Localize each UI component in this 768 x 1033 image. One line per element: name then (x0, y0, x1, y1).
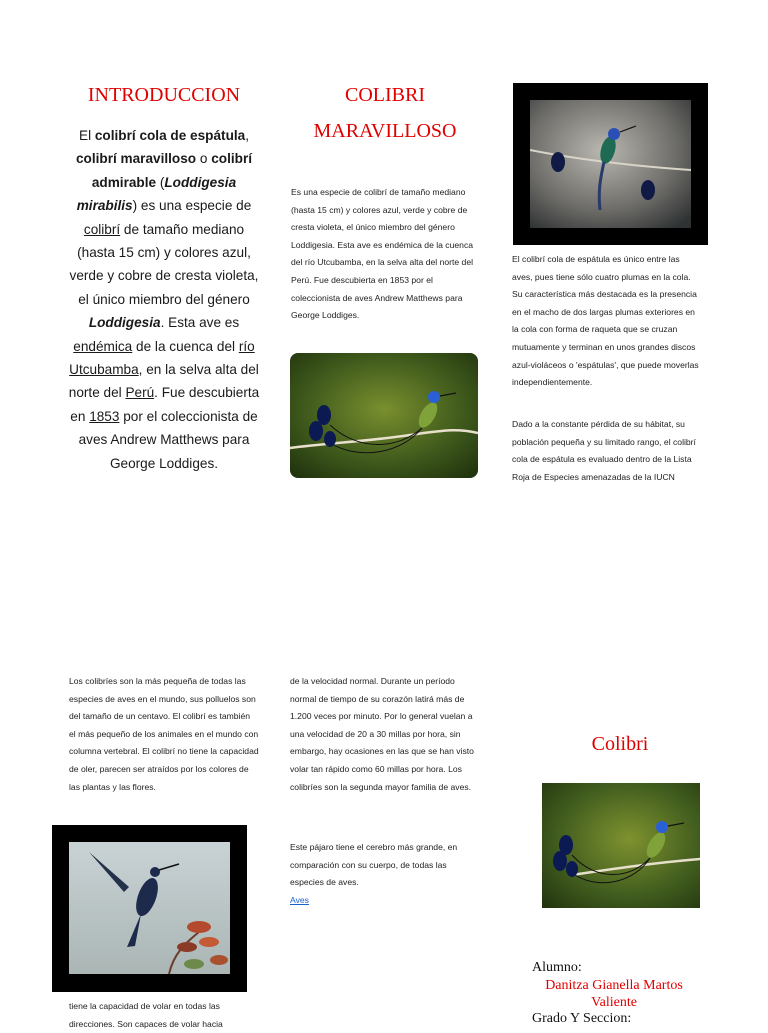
col1-bottom-text: Los colibríes son la más pequeña de todas las especies de aves en el mundo, sus polluelos son del tamaño de un centavo. El colibrí es también el más pequeño de los animales en el mundo con columna vertebral. El colibrí no tiene la capacidad de oler, parecen ser atraídos por los colores de las plantas y las flores. (69, 676, 259, 792)
cover-title: Colibri (591, 733, 649, 755)
col2-bottom-text: de la velocidad normal. Durante un período normal de tiempo de su corazón latirá más de 1.200 veces por minuto. Por lo general vuelan a una velocidad de 20 a 30 millas por hora, sin embargo, hay ocasiones en las que se han visto volar tan rápido como 60 millas por hora. Los colibríes son la segunda mayor familia de aves. (290, 676, 474, 792)
colibri-maravilloso-title-line1: COLIBRI (345, 84, 425, 106)
link-1853[interactable]: 1853 (89, 408, 120, 424)
alumno-name: Danitza Gianella Martos Valiente (545, 978, 683, 1010)
col2-bottom-text-2: Este pájaro tiene el cerebro más grande, en comparación con su cuerpo, de todas las especies de aves. (290, 842, 458, 888)
aves-link[interactable]: Aves (290, 895, 309, 905)
colibri-maravilloso-title-line2: MARAVILLOSO (313, 120, 457, 142)
link-colibri[interactable]: colibrí (83, 221, 121, 237)
cover-hummingbird-photo (542, 783, 700, 908)
spatuletail-photo (290, 353, 478, 478)
grado-label: Grado Y Seccion: (532, 1011, 632, 1026)
perched-hummingbird-photo (530, 100, 691, 228)
col1-bottom-text-2: tiene la capacidad de volar en todas las direcciones. Son capaces de volar hacia (69, 1001, 223, 1029)
link-endemica[interactable]: endémica (73, 338, 133, 354)
col2-paragraph: Es una especie de colibrí de tamaño mediano (hasta 15 cm) y colores azul, verde y cobre de cresta violeta, el único miembro del género Loddigesia. Esta ave es endémica de la cuenca del río Utcubamba, en la selva alta del norte del Perú. Fue descubierta en 1853 por el coleccionista de aves Andrew Matthews para George Loddiges. (291, 187, 474, 321)
link-peru[interactable]: Perú (125, 385, 155, 401)
alumno-label: Alumno: (532, 960, 582, 975)
link-rio-utcubamba[interactable]: río Utcubamba (69, 338, 255, 378)
intro-paragraph: El colibrí cola de espátula, colibrí maravilloso o colibrí admirable (Loddigesia mirabilis) es una especie de colibrí de tamaño mediano (hasta 15 cm) y colores azul, verde y cobre de cresta violeta, el único miembro del género Loddigesia. Esta ave es endémica de la cuenca del río Utcubamba, en la selva alta del norte del Perú. Fue descubierta en 1853 por el coleccionista de aves Andrew Matthews para George Loddiges. (68, 128, 260, 471)
col3-paragraph-1: El colibrí cola de espátula es único entre las aves, pues tiene sólo cuatro plumas en la cola. Su característica más destacada es la presencia en el macho de dos largas plumas exteriores en la cola con forma de raqueta que se cruzan mutuamente y terminan en unos grandes discos azul-violáceos o 'espátulas', que puede moverlas independientemente. (512, 254, 699, 388)
hovering-hummingbird-photo (69, 842, 230, 974)
col3-paragraph-2: Dado a la constante pérdida de su hábitat, su población pequeña y su limitado rango, el colibrí cola de espátula es evaluado dentro de la Lista Roja de Especies amenazadas de la IUCN (512, 419, 696, 482)
intro-title: INTRODUCCION (87, 84, 241, 106)
